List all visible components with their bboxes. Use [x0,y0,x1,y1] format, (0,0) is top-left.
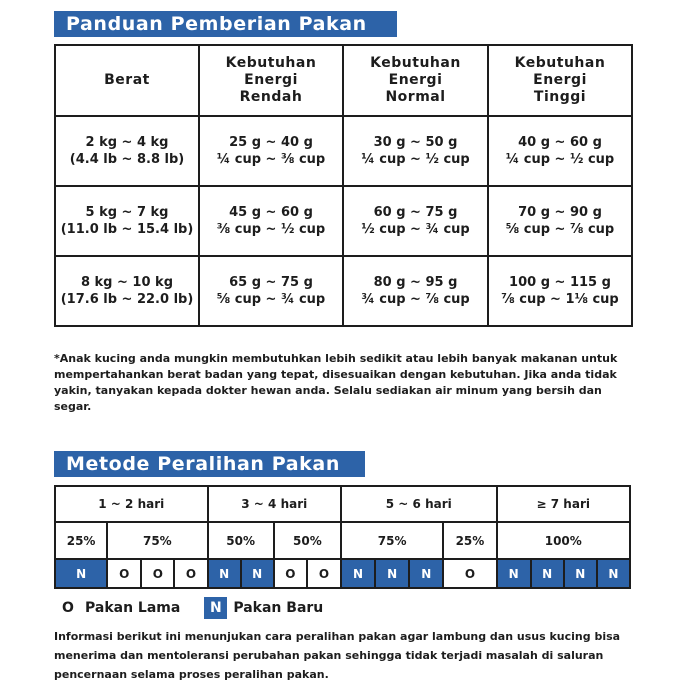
transition-info: Informasi berikut ini menunjukan cara peralihan pakan agar lambung dan usus kucing bisa menerima dan mentoleransi perubahan pakan sehingga tidak terjadi masalah di saluran pencernaan selama proses peralihan pakan. [54,630,621,681]
feeding-note: *Anak kucing anda mungkin membutuhkan lebih sedikit atau lebih banyak makanan untuk mempertahankan berat badan yang tepat, disesuaikan dengan kebutuhan. Jika anda tidak yakin, tanyakan kepada dokter hewan anda. Selalu sediakan air minum yang bersih dan segar. [54,352,618,413]
weight-cell: 8 kg ~ 10 kg (17.6 lb ~ 22.0 lb) [55,256,199,326]
percent-cell: 75% [341,522,443,559]
food-cell: O [141,559,174,588]
old-food-symbol: O [62,600,74,616]
header-high-energy: Kebutuhan Energi Tinggi [488,45,632,116]
transition-table [54,485,631,589]
food-cell: N [208,559,241,588]
period-cell: 1 ~ 2 hari [55,486,208,522]
food-cell: O [107,559,141,588]
percent-cell: 50% [274,522,341,559]
food-cell: N [409,559,443,588]
food-cell: N [341,559,375,588]
new-food-symbol: N [204,597,227,619]
food-cell: O [174,559,207,588]
period-cell: 3 ~ 4 hari [208,486,341,522]
normal-energy-cell: 80 g ~ 95 g ¾ cup ~ ⅞ cup [343,256,488,326]
transition-period-row [55,486,630,522]
new-food-label: Pakan Baru [233,600,324,616]
food-cell: N [241,559,274,588]
percent-cell: 25% [55,522,107,559]
transition-method-title: Metode Peralihan Pakan [54,451,365,477]
food-cell: N [55,559,107,588]
table-row [55,256,632,326]
header-weight: Berat [55,45,199,116]
high-energy-cell: 70 g ~ 90 g ⅝ cup ~ ⅞ cup [488,186,632,256]
food-cell: N [597,559,630,588]
normal-energy-cell: 30 g ~ 50 g ¼ cup ~ ½ cup [343,116,488,186]
transition-percent-row [55,522,630,559]
feeding-guide-header-row [55,45,632,116]
feeding-guide-table [54,44,633,327]
food-cell: N [564,559,597,588]
food-cell: O [307,559,341,588]
food-cell: N [375,559,409,588]
percent-cell: 100% [497,522,630,559]
table-row [55,116,632,186]
period-cell: 5 ~ 6 hari [341,486,497,522]
header-low-energy: Kebutuhan Energi Rendah [199,45,343,116]
transition-legend [60,597,323,619]
period-cell: ≥ 7 hari [497,486,630,522]
food-cell: N [531,559,564,588]
normal-energy-cell: 60 g ~ 75 g ½ cup ~ ¾ cup [343,186,488,256]
high-energy-cell: 100 g ~ 115 g ⅞ cup ~ 1⅛ cup [488,256,632,326]
high-energy-cell: 40 g ~ 60 g ¼ cup ~ ½ cup [488,116,632,186]
food-cell: O [274,559,307,588]
low-energy-cell: 45 g ~ 60 g ⅜ cup ~ ½ cup [199,186,343,256]
percent-cell: 50% [208,522,274,559]
feeding-guide-title: Panduan Pemberian Pakan [54,11,397,37]
weight-cell: 5 kg ~ 7 kg (11.0 lb ~ 15.4 lb) [55,186,199,256]
transition-food-row [55,559,630,588]
food-cell: N [497,559,531,588]
header-normal-energy: Kebutuhan Energi Normal [343,45,488,116]
old-food-label: Pakan Lama [85,600,181,616]
weight-cell: 2 kg ~ 4 kg (4.4 lb ~ 8.8 lb) [55,116,199,186]
low-energy-cell: 65 g ~ 75 g ⅝ cup ~ ¾ cup [199,256,343,326]
low-energy-cell: 25 g ~ 40 g ¼ cup ~ ⅜ cup [199,116,343,186]
food-cell: O [443,559,496,588]
percent-cell: 25% [443,522,496,559]
percent-cell: 75% [107,522,207,559]
table-row [55,186,632,256]
